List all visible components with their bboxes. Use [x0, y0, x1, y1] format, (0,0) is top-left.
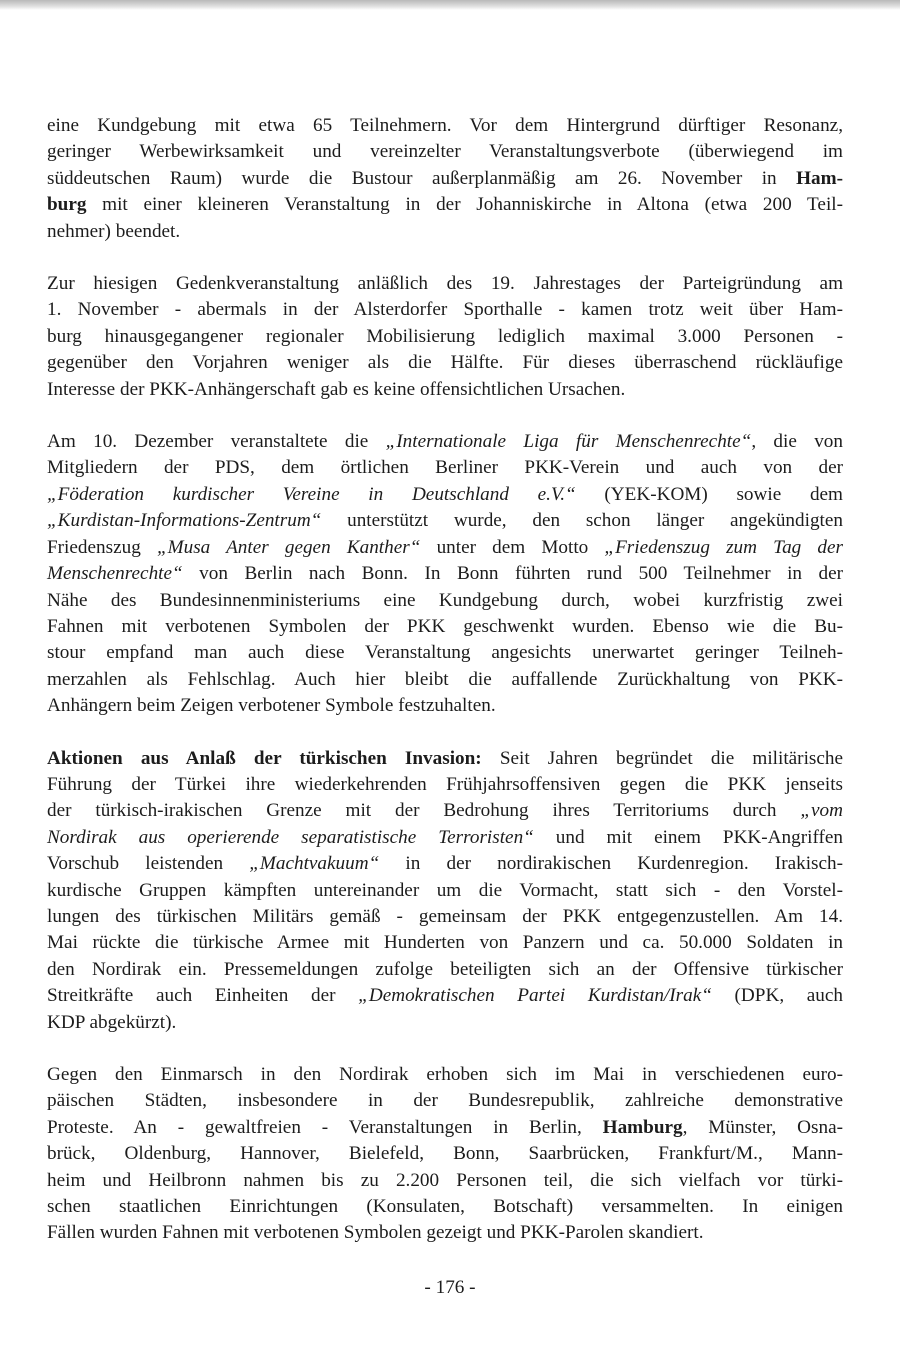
text-run: eine Kundgebung mit etwa 65 Teilnehmern. Vor dem Hintergrund dürftiger Resonanz, — [47, 115, 843, 136]
text-line — [47, 1088, 843, 1114]
text-line — [47, 192, 843, 218]
paragraph-3 — [47, 429, 843, 719]
text-run: mit einer kleineren Veranstaltung in der Johanniskirche in Altona (etwa 200 Teil- — [86, 194, 843, 216]
text-run: (DPK, auch — [711, 985, 843, 1007]
text-run: Anhängern beim Zeigen verbotener Symbole festzuhalten. — [47, 695, 496, 717]
text-run: Fällen wurden Fahnen mit verbotenen Symbolen gezeigt und PKK-Parolen skandiert. — [47, 1222, 704, 1244]
text-line — [47, 614, 843, 640]
italic-text: „Friedenszug zum Tag der — [604, 536, 843, 558]
text-run: geringer Werbewirksamkeit und vereinzelter Veranstaltungsverbote (überwiegend im — [47, 141, 843, 163]
text-run: merzahlen als Fehlschlag. Auch hier bleibt die auffallende Zurückhaltung von PKK- — [47, 668, 843, 690]
text-run: von Berlin nach Bonn. In Bonn führten rund 500 Teilnehmer in der — [182, 563, 843, 585]
text-line — [47, 825, 843, 851]
text-line — [47, 667, 843, 693]
paragraph-5 — [47, 1062, 843, 1247]
text-line — [47, 878, 843, 904]
page-top-edge — [0, 0, 900, 10]
text-line — [47, 1010, 843, 1036]
text-run: gegenüber den Vorjahren weniger als die Hälfte. Für dieses überraschend rückläufige — [47, 352, 843, 374]
text-run: Vorschub leistenden — [47, 853, 250, 875]
text-line — [47, 1194, 843, 1220]
text-line — [47, 324, 843, 350]
text-run: , die von — [751, 431, 843, 453]
text-run: Mai rückte die türkische Armee mit Hunderten von Panzern und ca. 50.000 Soldaten in — [47, 932, 843, 954]
text-run: päischen Städten, insbesondere in der Bundesrepublik, zahlreiche demonstrative — [47, 1090, 843, 1112]
text-line — [47, 1141, 843, 1167]
text-line — [47, 508, 843, 534]
bold-text: Hamburg — [602, 1116, 683, 1138]
paragraph-1 — [47, 113, 843, 245]
text-run: burg hinausgegangener regionaler Mobilisierung lediglich maximal 3.000 Personen - — [47, 325, 843, 347]
text-run: (YEK-KOM) sowie dem — [575, 483, 843, 505]
text-run: heim und Heilbronn nahmen bis zu 2.200 Personen teil, die sich vielfach vor türki- — [47, 1169, 843, 1191]
text-line — [47, 377, 843, 403]
text-run: , Münster, Osna- — [682, 1116, 843, 1138]
text-line — [47, 113, 843, 139]
italic-text: „Musa Anter gegen Kanther“ — [156, 536, 421, 558]
text-line — [47, 640, 843, 666]
text-line — [47, 588, 843, 614]
text-line — [47, 1220, 843, 1246]
italic-text: Menschenrechte“ — [47, 563, 183, 585]
text-line — [47, 1115, 843, 1141]
text-run: Fahnen mit verbotenen Symbolen der PKK geschwenkt wurden. Ebenso wie die Bu- — [47, 615, 843, 637]
text-run: Proteste. An - gewaltfreien - Veranstaltungen in Berlin, — [47, 1116, 603, 1138]
text-line — [47, 798, 843, 824]
text-run: Mitgliedern der PDS, dem örtlichen Berliner PKK-Verein und auch von der — [47, 457, 843, 479]
page-number: - 176 - — [424, 1277, 476, 1298]
text-line — [47, 930, 843, 956]
text-run: Streitkräfte auch Einheiten der — [47, 985, 359, 1007]
text-run: Interesse der PKK-Anhängerschaft gab es keine offensichtlichen Ursachen. — [47, 378, 626, 400]
text-line — [47, 429, 843, 455]
italic-text: „vom — [800, 800, 843, 822]
text-line — [47, 693, 843, 719]
text-run: den Nordirak ein. Pressemeldungen zufolge beteiligten sich an der Offensive türkischer — [47, 958, 843, 980]
text-line — [47, 1168, 843, 1194]
text-run: in der nordirakischen Kurdenregion. Irakisch- — [379, 853, 843, 875]
text-run: Zur hiesigen Gedenkveranstaltung anläßlich des 19. Jahrestages der Parteigründung am — [47, 273, 843, 295]
text-run: stour empfand man auch diese Veranstaltung angesichts unerwartet geringer Teilneh- — [47, 642, 843, 664]
text-line — [47, 561, 843, 587]
italic-text: „Föderation kurdischer Vereine in Deutschland e.V.“ — [47, 483, 576, 505]
text-line — [47, 1062, 843, 1088]
text-run: brück, Oldenburg, Hannover, Bielefeld, Bonn, Saarbrücken, Frankfurt/M., Mann- — [47, 1143, 843, 1165]
italic-text: „Internationale Liga für Menschenrechte“ — [385, 431, 752, 453]
text-run: Seit Jahren begründet die militärische — [481, 747, 843, 769]
text-run: Am 10. Dezember veranstaltete die — [47, 431, 386, 453]
bold-text: Ham- — [796, 167, 843, 189]
text-run: Friedenszug — [47, 536, 157, 558]
text-run: lungen des türkischen Militärs gemäß - gemeinsam der PKK entgegenzustellen. Am 14. — [47, 905, 843, 927]
text-line — [47, 851, 843, 877]
text-run: KDP abgekürzt). — [47, 1011, 177, 1033]
text-line — [47, 904, 843, 930]
bold-text: burg — [47, 194, 87, 216]
paragraph-4 — [47, 746, 843, 1036]
italic-text: „Kurdistan-Informations-Zentrum“ — [47, 510, 322, 532]
text-line — [47, 166, 843, 192]
bold-text: Aktionen aus Anlaß der türkischen Invasion: — [47, 747, 482, 769]
text-run: der türkisch-irakischen Grenze mit der Bedrohung ihres Territoriums durch — [47, 800, 801, 822]
text-run: und mit einem PKK-Angriffen — [533, 826, 843, 848]
text-line — [47, 297, 843, 323]
text-line — [47, 482, 843, 508]
text-run: 1. November - abermals in der Alsterdorfer Sporthalle - kamen trotz weit über Ham- — [47, 299, 843, 321]
text-line — [47, 535, 843, 561]
text-line — [47, 772, 843, 798]
italic-text: „Machtvakuum“ — [249, 853, 380, 875]
text-run: unterstützt wurde, den schon länger angekündigten — [321, 510, 843, 532]
text-run: nehmer) beendet. — [47, 220, 181, 242]
text-line — [47, 455, 843, 481]
text-run: Gegen den Einmarsch in den Nordirak erhoben sich im Mai in verschiedenen euro- — [47, 1064, 843, 1085]
text-line — [47, 983, 843, 1009]
page-body-text — [47, 113, 843, 1273]
italic-text: „Demokratischen Partei Kurdistan/Irak“ — [358, 985, 712, 1007]
text-line — [47, 139, 843, 165]
text-line — [47, 271, 843, 297]
text-run: Führung der Türkei ihre wiederkehrenden Frühjahrsoffensiven gegen die PKK jenseits — [47, 773, 843, 795]
text-run: kurdische Gruppen kämpften untereinander um die Vormacht, statt sich - den Vorstel- — [47, 879, 843, 901]
text-line — [47, 350, 843, 376]
paragraph-2 — [47, 271, 843, 403]
text-line — [47, 746, 843, 772]
text-run: süddeutschen Raum) wurde die Bustour außerplanmäßig am 26. November in — [47, 167, 797, 189]
text-line — [47, 219, 843, 245]
italic-text: Nordirak aus operierende separatistische Terroristen“ — [47, 826, 534, 848]
text-run: Nähe des Bundesinnenministeriums eine Kundgebung durch, wobei kurzfristig zwei — [47, 589, 843, 611]
text-line — [47, 957, 843, 983]
text-run: unter dem Motto — [420, 536, 605, 558]
text-run: schen staatlichen Einrichtungen (Konsulaten, Botschaft) versammelten. In einigen — [47, 1196, 843, 1218]
